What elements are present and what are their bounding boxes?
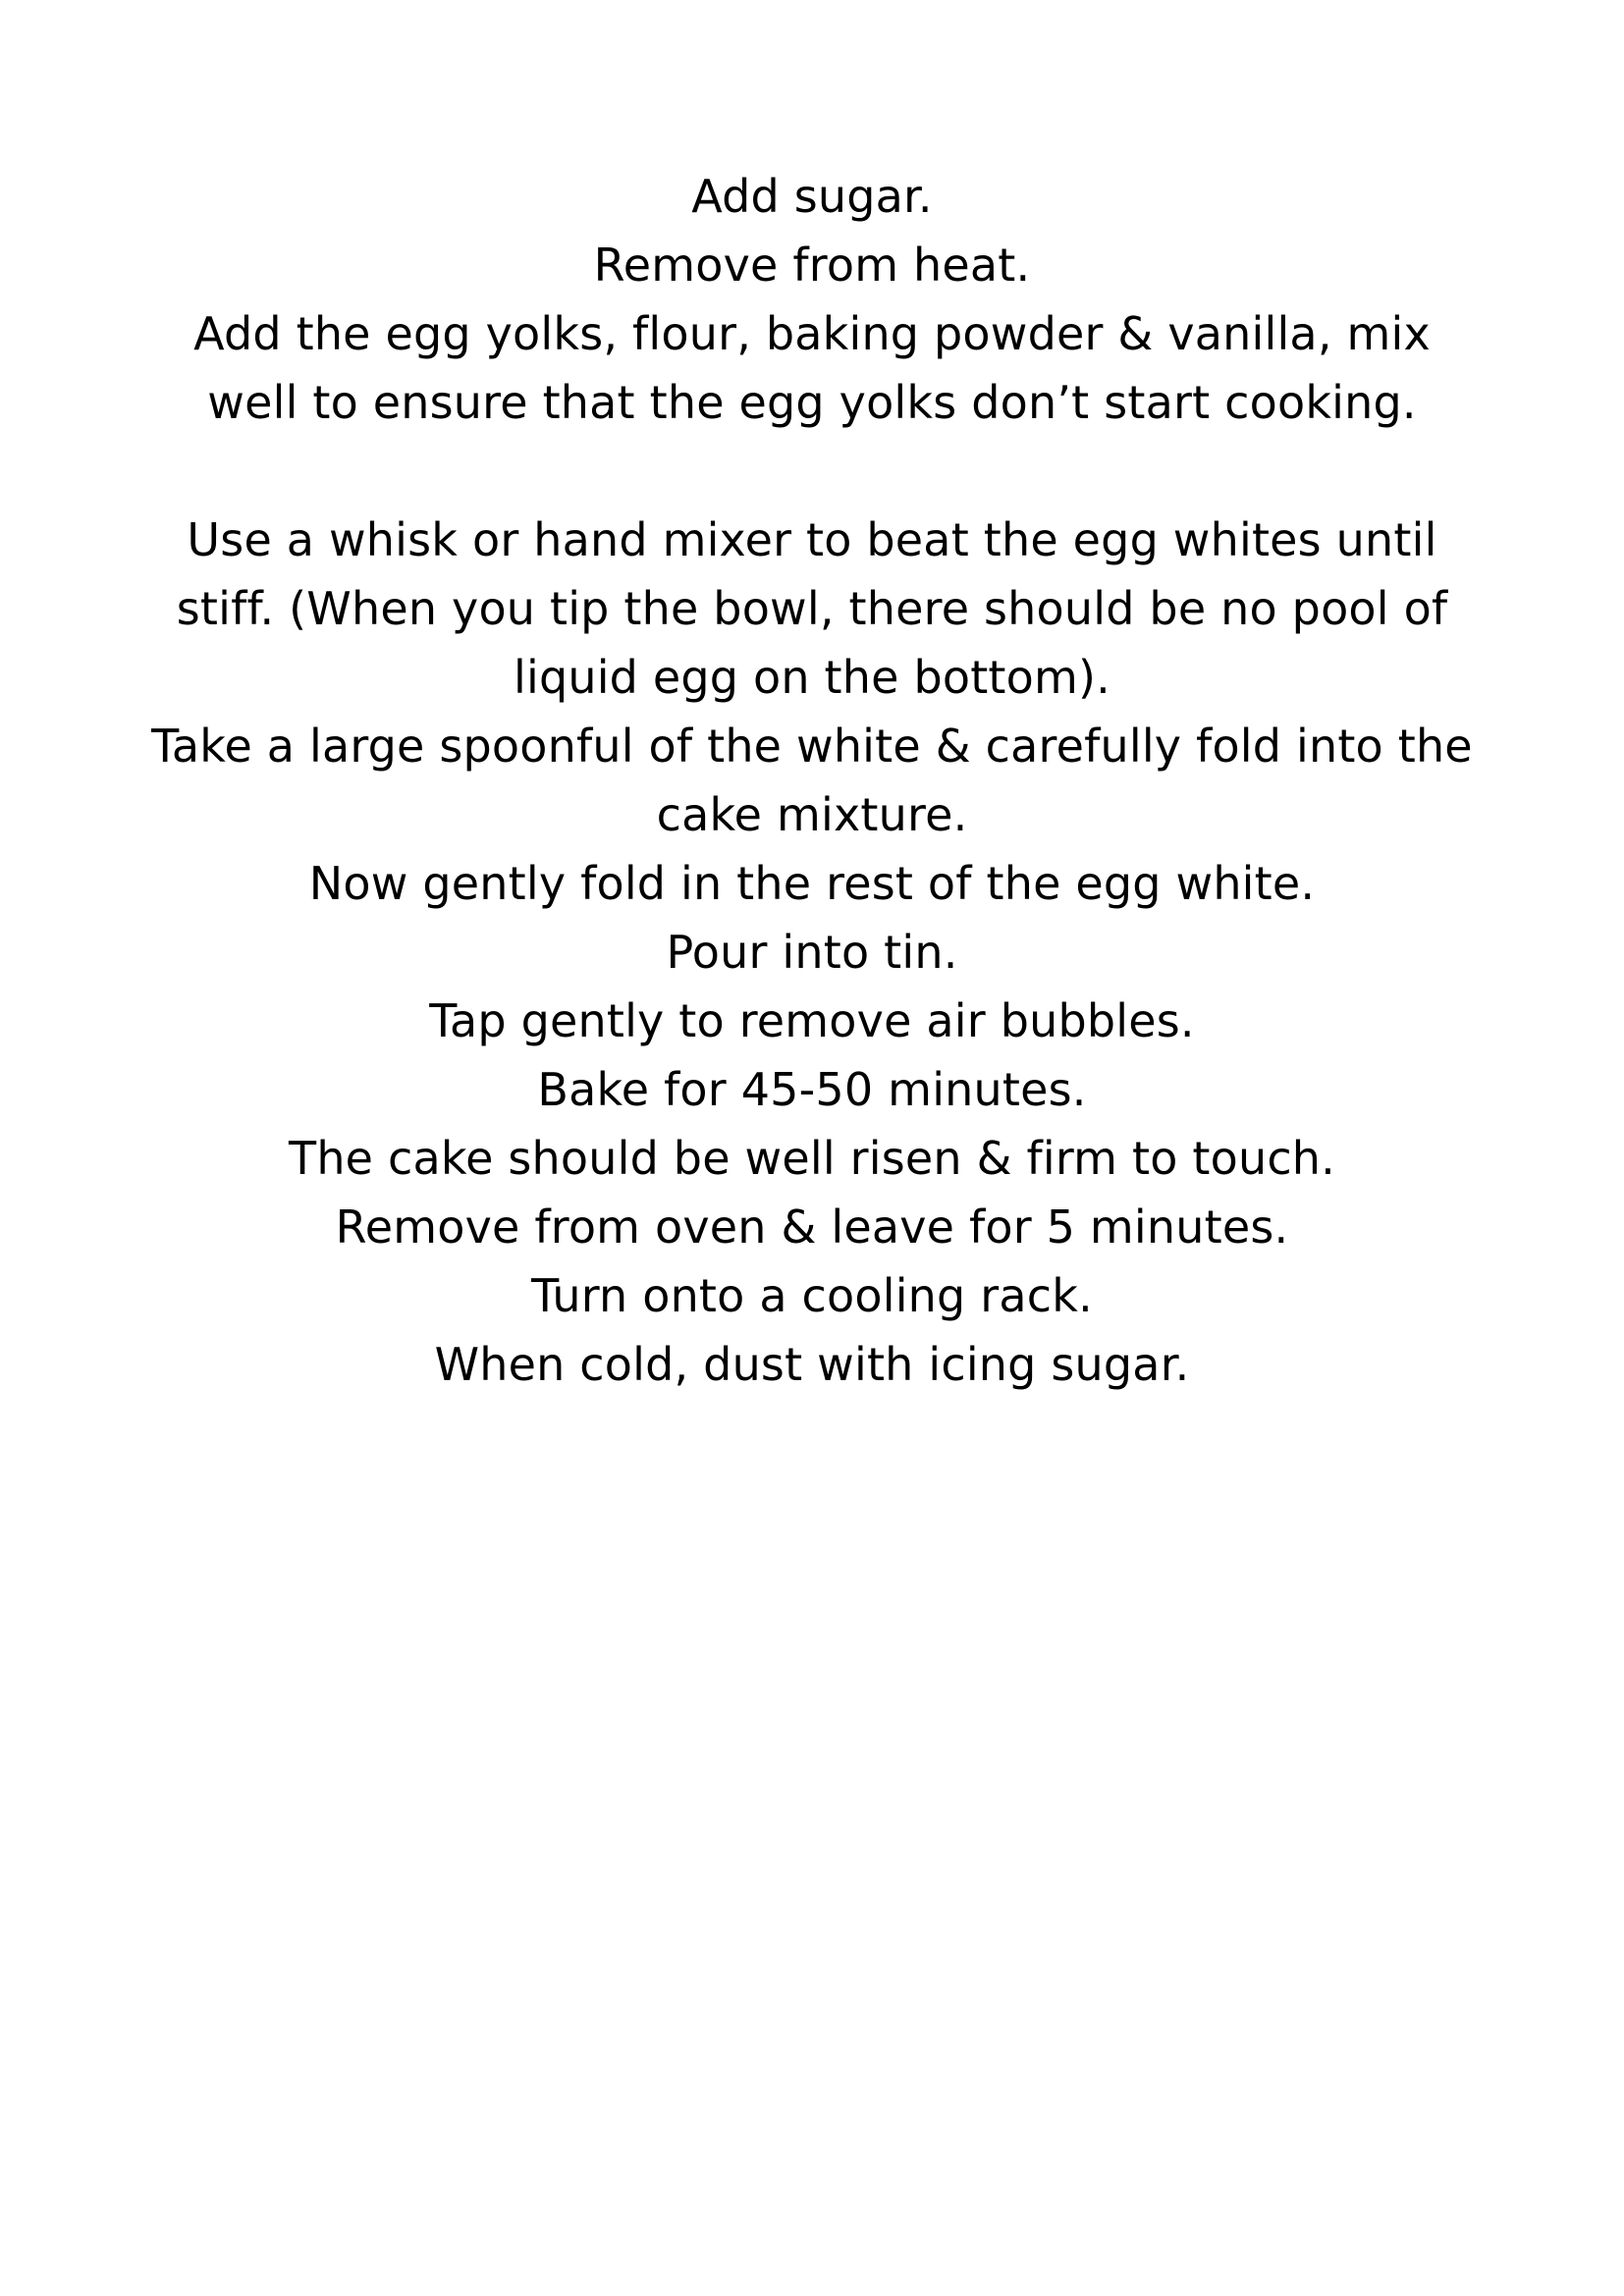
instruction-line: liquid egg on the bottom). (513, 651, 1110, 704)
instruction-line: The cake should be well risen & firm to touch. (289, 1132, 1335, 1185)
instruction-line: Add the egg yolks, flour, baking powder & vanilla, mix (193, 307, 1431, 360)
instruction-line: Bake for 45-50 minutes. (537, 1063, 1087, 1116)
instruction-line: cake mixture. (656, 788, 968, 841)
instructions-paragraph-1 (147, 162, 1477, 437)
instruction-line: Remove from heat. (593, 239, 1031, 292)
instruction-line: Add sugar. (691, 170, 933, 223)
recipe-instructions (147, 162, 1477, 1399)
instruction-line: well to ensure that the egg yolks don’t start cooking. (207, 376, 1417, 429)
instruction-line: Remove from oven & leave for 5 minutes. (335, 1201, 1289, 1254)
instructions-paragraph-2 (147, 506, 1477, 1399)
instruction-line: When cold, dust with icing sugar. (434, 1338, 1190, 1391)
instruction-line: Now gently fold in the rest of the egg white. (308, 857, 1316, 910)
instruction-line: Take a large spoonful of the white & carefully fold into the (151, 720, 1473, 773)
instruction-line: Turn onto a cooling rack. (531, 1269, 1093, 1322)
instruction-line: stiff. (When you tip the bowl, there should be no pool of (176, 582, 1448, 635)
instruction-line: Tap gently to remove air bubbles. (429, 994, 1195, 1047)
instruction-line: Use a whisk or hand mixer to beat the egg whites until (187, 513, 1437, 566)
instruction-line: Pour into tin. (666, 926, 958, 979)
